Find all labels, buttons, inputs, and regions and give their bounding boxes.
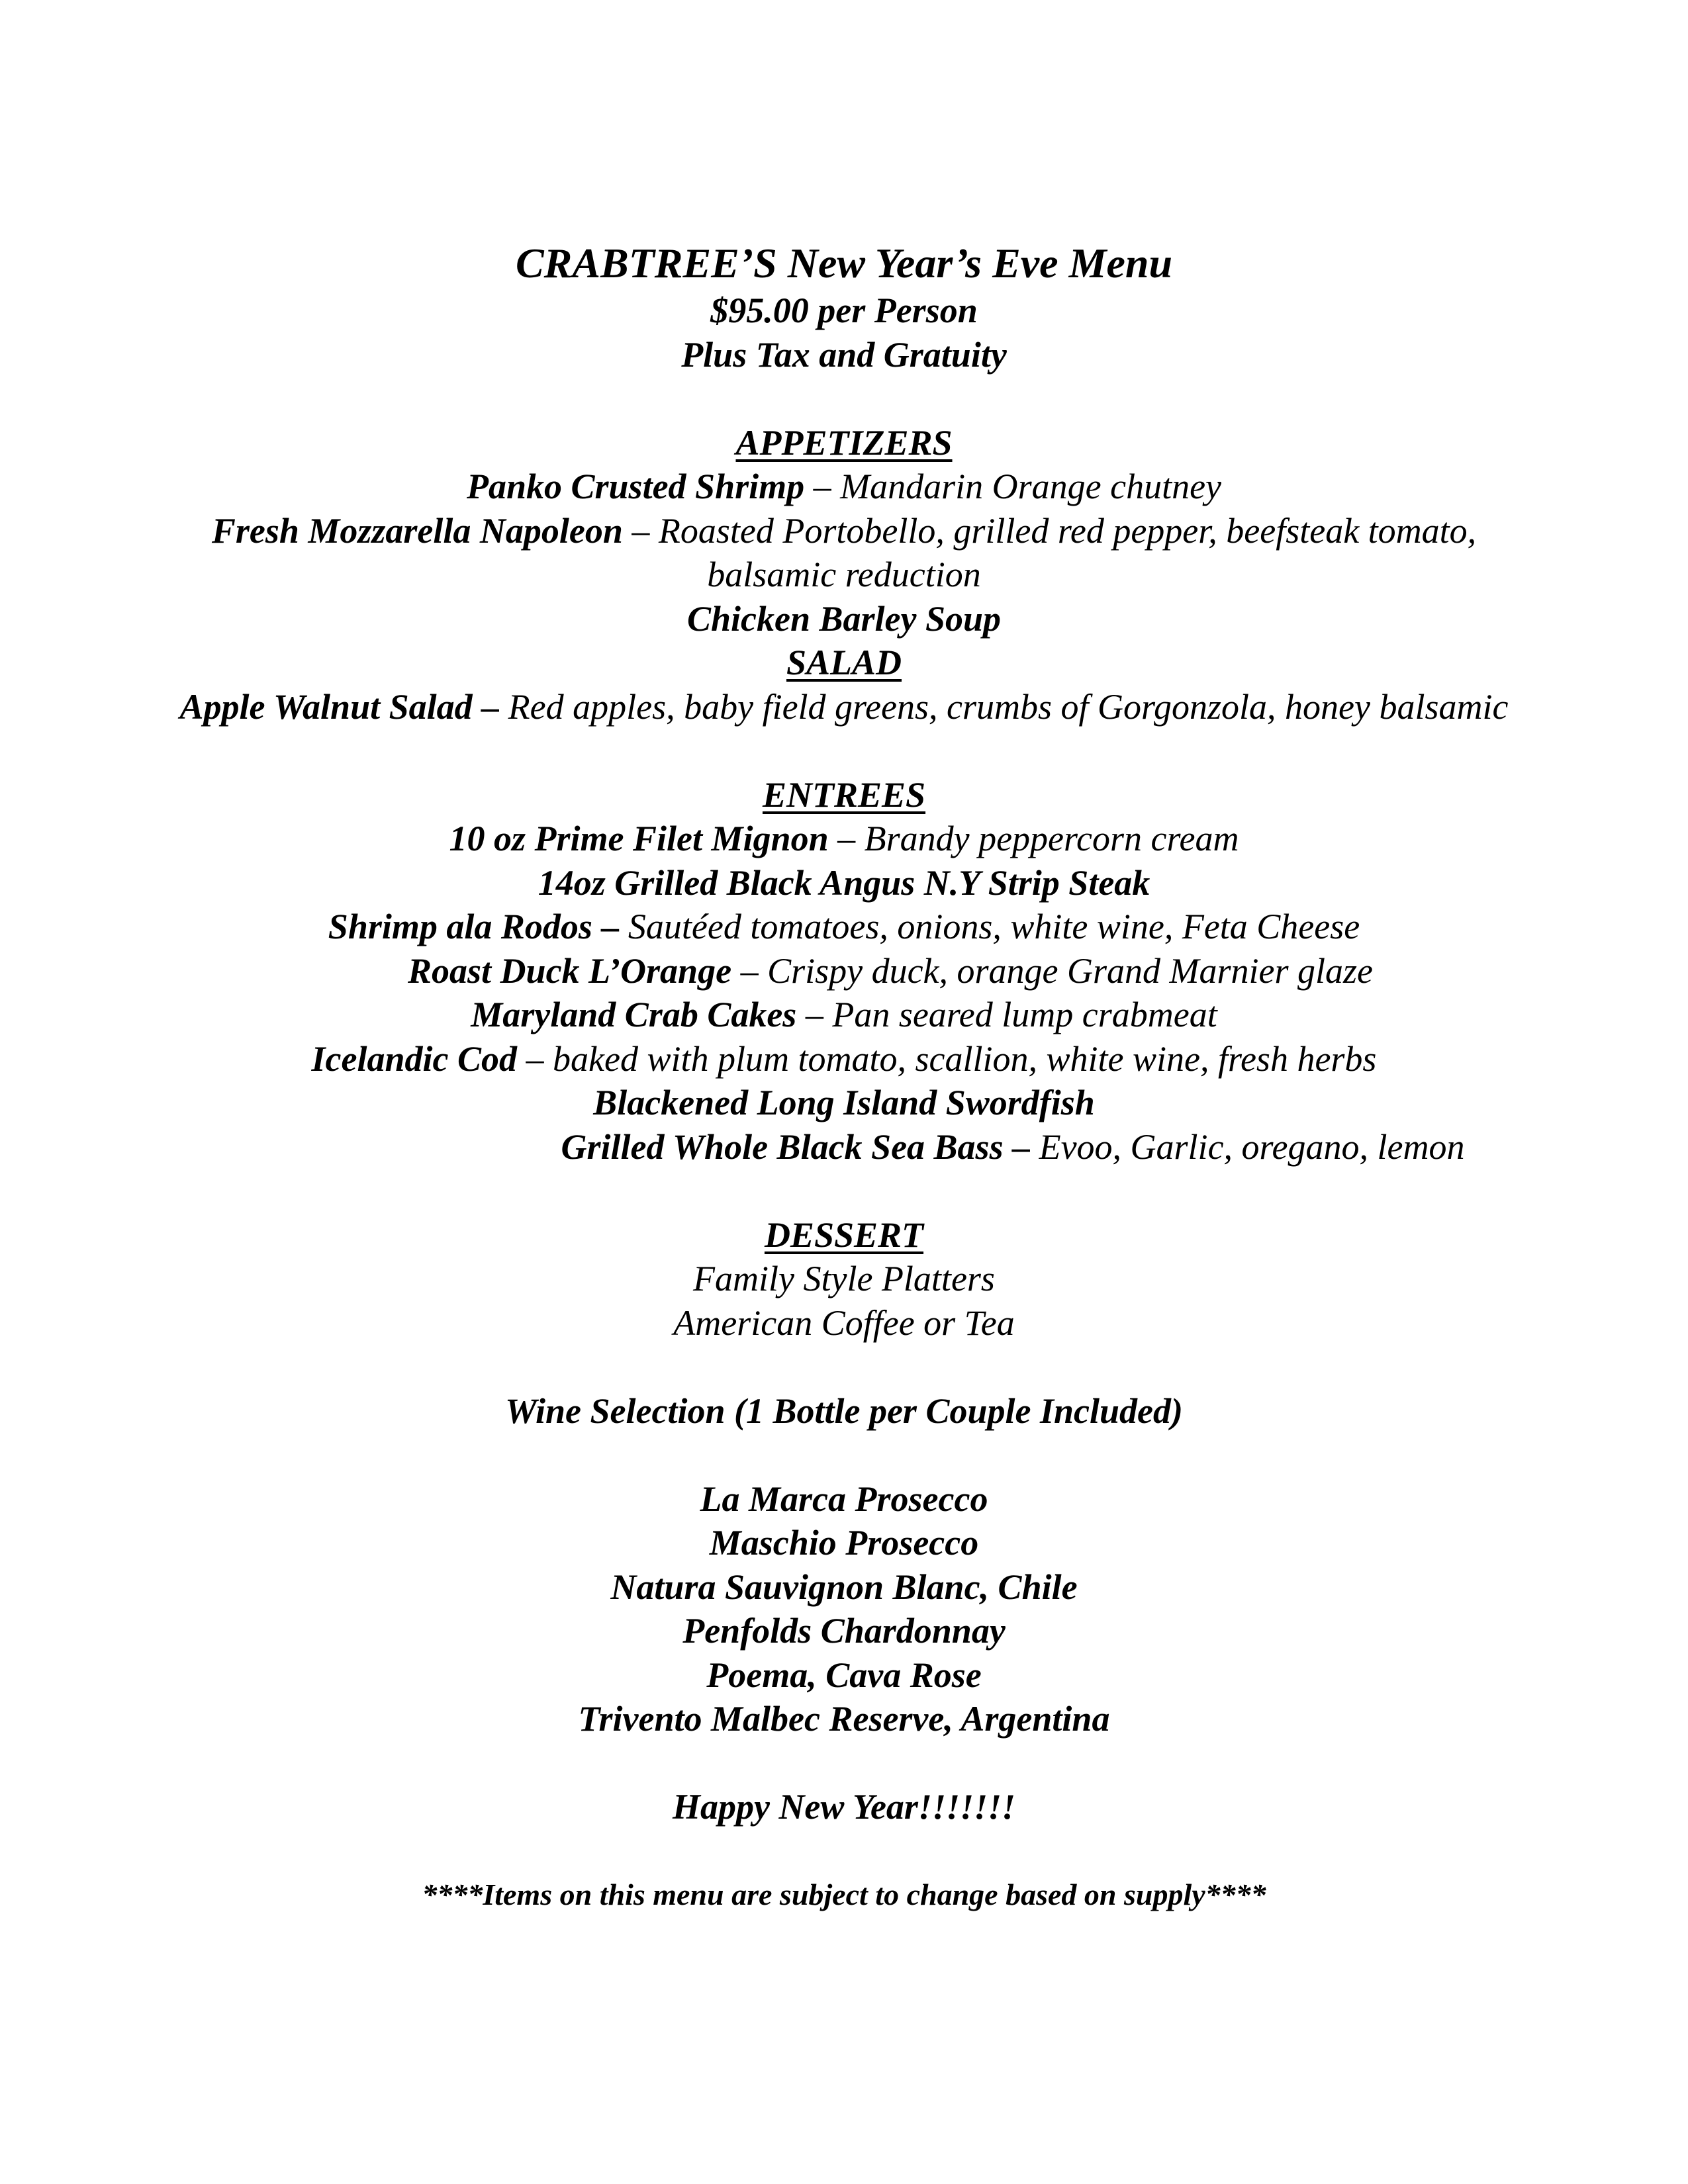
entree-item [149,993,1539,1037]
item-name: 14oz Grilled Black Angus N.Y Strip Steak [538,862,1150,903]
item-name: Maryland Crab Cakes [471,995,797,1034]
spacer [149,1345,1539,1389]
item-name: Shrimp ala Rodos – [328,907,620,946]
wine-item: Natura Sauvignon Blanc, Chile [610,1567,1078,1607]
spacer [149,729,1539,773]
entree-item [149,905,1539,949]
item-separator: – [622,510,659,551]
dessert-line: American Coffee or Tea [673,1302,1015,1343]
spacer [149,1829,1539,1874]
item-separator: – [796,995,833,1034]
entree-item [149,949,1539,993]
appetizer-item [149,597,1539,641]
item-description: Pan seared lump crabmeat [832,995,1217,1034]
item-name: 10 oz Prime Filet Mignon [449,819,829,858]
menu-price: $95.00 per Person [710,291,978,330]
dessert-line: Family Style Platters [693,1259,995,1298]
entree-item [149,861,1539,905]
salad-item [149,685,1539,729]
salad-heading: SALAD [786,643,902,682]
menu-title: CRABTREE’S New Year’s Eve Menu [515,240,1173,287]
item-description: Brandy peppercorn cream [864,819,1239,858]
item-description: Mandarin Orange chutney [840,467,1222,506]
appetizer-item [149,509,1539,597]
wine-item: Trivento Malbec Reserve, Argentina [578,1699,1110,1739]
appetizers-heading: APPETIZERS [735,422,953,463]
appetizer-item [149,465,1539,509]
entree-item [149,1081,1539,1125]
item-name: Fresh Mozzarella Napoleon [211,510,623,551]
item-name: Icelandic Cod [311,1038,518,1079]
wine-item: Poema, Cava Rose [706,1655,982,1695]
closing-greeting: Happy New Year!!!!!!! [672,1787,1016,1827]
spacer [149,377,1539,421]
entree-item [149,1125,1539,1169]
menu-disclaimer: ****Items on this menu are subject to change based on supply**** [422,1878,1266,1911]
item-name: Panko Crusted Shrimp [466,467,805,506]
wine-heading: Wine Selection (1 Bottle per Couple Included) [505,1390,1183,1431]
item-name: Apple Walnut Salad – [179,686,500,727]
wine-item: Penfolds Chardonnay [682,1611,1006,1651]
item-description: baked with plum tomato, scallion, white wine, fresh herbs [553,1038,1377,1079]
item-description: Roasted Portobello, grilled red pepper, beefsteak tomato, balsamic reduction [658,510,1477,594]
item-description: Sautéed tomatoes, onions, white wine, Feta Cheese [619,907,1360,946]
item-name: Blackened Long Island Swordfish [593,1083,1095,1122]
entree-item [149,817,1539,861]
entrees-heading: ENTREES [762,774,926,815]
item-separator: – [828,819,865,858]
item-separator: – [517,1038,553,1079]
item-description: Evoo, Garlic, oregano, lemon [1030,1126,1465,1167]
spacer [149,1741,1539,1786]
menu-body [149,238,1539,1917]
menu-price-note: Plus Tax and Gratuity [681,334,1007,375]
wine-item: Maschio Prosecco [709,1523,979,1563]
entree-item-content [561,1127,1465,1167]
item-name: Roast Duck L’Orange [408,950,732,991]
entree-item [149,1037,1539,1081]
item-description: Crispy duck, orange Grand Marnier glaze [767,950,1373,991]
item-name: Grilled Whole Black Sea Bass – [561,1126,1031,1167]
spacer [149,1169,1539,1213]
item-separator: – [731,950,768,991]
wine-item: La Marca Prosecco [700,1479,988,1519]
item-description: Red apples, baby field greens, crumbs of Gorgonzola, honey balsamic [499,686,1509,727]
spacer [149,1433,1539,1477]
item-separator: – [804,467,841,506]
entree-item-content [408,951,1373,991]
dessert-heading: DESSERT [764,1214,924,1255]
item-name: Chicken Barley Soup [686,598,1002,639]
